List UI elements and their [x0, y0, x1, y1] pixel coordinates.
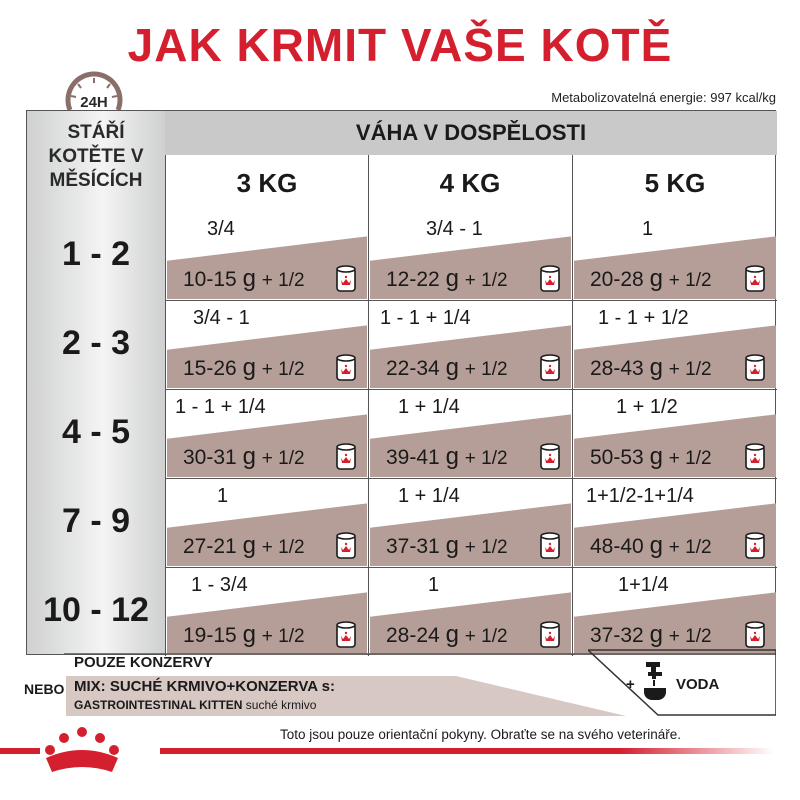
dry-food-amount: 1 - 1 + 1/4 — [175, 396, 266, 418]
unit-grams: g — [445, 621, 459, 648]
can-icon — [539, 621, 561, 649]
wet-grams: 39-41 — [386, 446, 440, 469]
dry-food-amount: 1 — [428, 574, 440, 596]
plus-half-can: + 1/2 — [261, 359, 305, 380]
can-icon — [539, 443, 561, 471]
unit-grams: g — [649, 354, 663, 381]
wet-food-amount — [590, 443, 712, 471]
wet-grams: 10-15 — [183, 268, 237, 291]
dry-food-amount: 1 — [217, 485, 229, 507]
unit-grams: g — [445, 443, 459, 470]
wet-grams: 30-31 — [183, 446, 237, 469]
mix-product — [74, 698, 316, 712]
unit-grams: g — [242, 354, 256, 381]
wet-food-amount — [590, 265, 712, 293]
wet-grams: 37-31 — [386, 535, 440, 558]
wet-food-amount — [183, 443, 305, 471]
unit-grams: g — [445, 354, 459, 381]
unit-grams: g — [445, 532, 459, 559]
dry-food-amount: 3/4 — [207, 218, 235, 240]
weight-4kg: 4 KG — [439, 168, 501, 198]
wet-food-amount — [183, 265, 305, 293]
page-title: JAK KRMIT VAŠE KOTĚ — [127, 19, 673, 71]
unit-grams: g — [242, 265, 256, 292]
unit-grams: g — [242, 443, 256, 470]
wet-food-amount — [386, 621, 508, 649]
dry-food-amount: 1 + 1/2 — [616, 396, 678, 418]
royal-canin-crown-logo — [40, 724, 124, 780]
mix-product-type: suché krmivo — [242, 698, 317, 712]
feeding-cell — [370, 568, 571, 655]
feeding-cell — [370, 301, 571, 388]
weight-5kg: 5 KG — [644, 168, 706, 198]
unit-grams: g — [649, 443, 663, 470]
wet-grams: 37-32 — [590, 624, 644, 647]
wet-food-amount — [590, 354, 712, 382]
plus-half-can: + 1/2 — [464, 537, 508, 558]
feeding-cell — [167, 301, 367, 388]
red-divider — [160, 747, 774, 755]
wet-grams: 15-26 — [183, 357, 237, 380]
plus-half-can: + 1/2 — [668, 626, 712, 647]
dry-food-amount: 1+1/2-1+1/4 — [586, 485, 694, 507]
feeding-cell — [574, 568, 776, 655]
wet-food-amount — [386, 265, 508, 293]
wet-grams: 28-43 — [590, 357, 644, 380]
dry-food-amount: 1 - 3/4 — [191, 574, 248, 596]
unit-grams: g — [242, 532, 256, 559]
feeding-cell — [574, 212, 776, 299]
can-icon — [539, 265, 561, 293]
weight-header: VÁHA V DOSPĚLOSTI — [165, 111, 777, 155]
feeding-cell — [167, 479, 367, 566]
wet-food-amount — [386, 443, 508, 471]
wet-grams: 19-15 — [183, 624, 237, 647]
water-label: VODA — [676, 676, 720, 693]
wet-food-amount — [386, 532, 508, 560]
unit-grams: g — [649, 621, 663, 648]
plus-half-can: + 1/2 — [464, 448, 508, 469]
can-icon — [744, 265, 766, 293]
age-row-label: 7 - 9 — [61, 502, 131, 540]
column-divider — [572, 155, 573, 656]
dry-food-amount: 1+1/4 — [618, 574, 669, 596]
age-row-label: 2 - 3 — [61, 324, 131, 362]
unit-grams: g — [649, 265, 663, 292]
plus-half-can: + 1/2 — [261, 626, 305, 647]
age-header-line: MĚSÍCÍCH — [49, 170, 143, 191]
can-icon — [335, 532, 357, 560]
wet-grams: 12-22 — [386, 268, 440, 291]
unit-grams: g — [242, 621, 256, 648]
plus-half-can: + 1/2 — [261, 537, 305, 558]
feeding-cell — [574, 390, 776, 477]
plus-half-can: + 1/2 — [668, 537, 712, 558]
wet-grams: 48-40 — [590, 535, 644, 558]
unit-grams: g — [649, 532, 663, 559]
plus-half-can: + 1/2 — [464, 626, 508, 647]
age-header-line: KOTĚTE V — [48, 146, 144, 167]
water-plus: + — [626, 676, 635, 693]
water-tap-icon — [640, 660, 672, 702]
can-icon — [335, 621, 357, 649]
disclaimer-note: Toto jsou pouze orientační pokyny. Obraťte se na svého veterináře. — [280, 727, 682, 742]
can-icon — [744, 532, 766, 560]
red-divider-left — [0, 748, 40, 754]
age-header — [27, 121, 165, 193]
column-divider — [165, 155, 166, 656]
can-icon — [744, 443, 766, 471]
wet-food-amount — [183, 621, 305, 649]
wet-grams: 28-24 — [386, 624, 440, 647]
dry-food-amount: 1 — [642, 218, 654, 240]
feeding-cell — [574, 479, 776, 566]
can-icon — [744, 354, 766, 382]
plus-half-can: + 1/2 — [668, 359, 712, 380]
wet-food-amount — [183, 354, 305, 382]
energy-info: Metabolizovatelná energie: 997 kcal/kg — [551, 90, 776, 105]
unit-grams: g — [445, 265, 459, 292]
dry-food-amount: 3/4 - 1 — [426, 218, 483, 240]
feeding-table — [26, 110, 776, 655]
feeding-cell — [370, 212, 571, 299]
plus-half-can: + 1/2 — [668, 448, 712, 469]
or-label: NEBO — [24, 681, 65, 697]
wet-food-amount — [386, 354, 508, 382]
wet-grams: 50-53 — [590, 446, 644, 469]
wet-food-amount — [183, 532, 305, 560]
dry-food-amount: 1 - 1 + 1/2 — [598, 307, 689, 329]
feeding-cell — [167, 568, 367, 655]
dry-food-amount: 3/4 - 1 — [193, 307, 250, 329]
feeding-cell — [370, 390, 571, 477]
can-icon — [335, 354, 357, 382]
can-icon — [539, 354, 561, 382]
plus-half-can: + 1/2 — [668, 270, 712, 291]
mix-product-name: GASTROINTESTINAL KITTEN — [74, 698, 243, 712]
column-divider — [368, 155, 369, 656]
age-row-label: 1 - 2 — [61, 235, 131, 273]
dry-food-amount: 1 + 1/4 — [398, 396, 460, 418]
wet-food-amount — [590, 621, 712, 649]
age-header-line: STÁŘÍ — [67, 122, 125, 143]
plus-half-can: + 1/2 — [464, 270, 508, 291]
feeding-cell — [574, 301, 776, 388]
only-cans-label: POUZE KONZERVY — [74, 654, 213, 671]
feeding-cell — [167, 390, 367, 477]
plus-half-can: + 1/2 — [261, 270, 305, 291]
age-row-label: 10 - 12 — [43, 591, 149, 629]
clock-label: 24H — [80, 94, 108, 111]
can-icon — [335, 265, 357, 293]
can-icon — [744, 621, 766, 649]
wet-food-amount — [590, 532, 712, 560]
plus-half-can: + 1/2 — [261, 448, 305, 469]
feeding-cell — [370, 479, 571, 566]
age-row-label: 4 - 5 — [61, 413, 131, 451]
dry-food-amount: 1 - 1 + 1/4 — [380, 307, 471, 329]
wet-grams: 22-34 — [386, 357, 440, 380]
can-icon — [539, 532, 561, 560]
wet-grams: 27-21 — [183, 535, 237, 558]
mix-label: MIX: SUCHÉ KRMIVO+KONZERVA s: — [74, 678, 335, 695]
weight-3kg: 3 KG — [236, 168, 298, 198]
plus-half-can: + 1/2 — [464, 359, 508, 380]
wet-grams: 20-28 — [590, 268, 644, 291]
dry-food-amount: 1 + 1/4 — [398, 485, 460, 507]
feeding-cell — [167, 212, 367, 299]
can-icon — [335, 443, 357, 471]
